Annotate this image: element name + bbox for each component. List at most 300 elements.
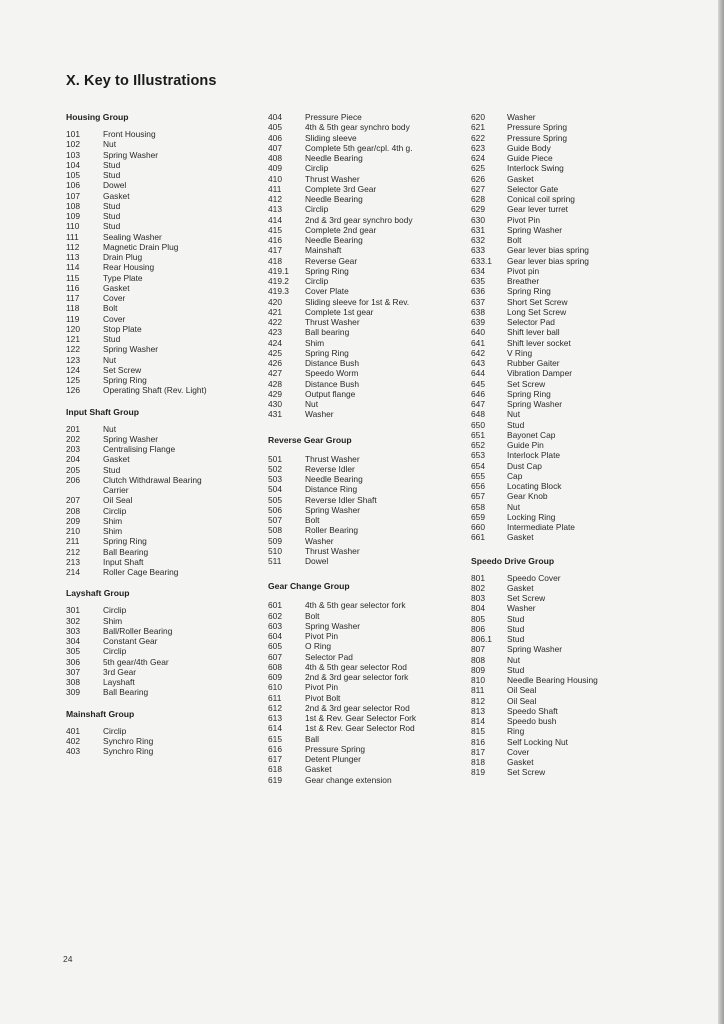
- part-description: Spring Ring: [103, 536, 147, 547]
- part-description: Interlock Swing: [507, 163, 564, 174]
- part-number: 637: [471, 296, 485, 307]
- group-housing: [66, 111, 266, 396]
- list-item: [268, 368, 473, 378]
- part-number: 212: [66, 546, 80, 557]
- part-description: Interlock Plate: [507, 450, 561, 461]
- part-description: Dowel: [305, 556, 329, 566]
- group-speedo-drive: [471, 555, 651, 778]
- list-item: [471, 215, 651, 225]
- list-item: [268, 546, 473, 556]
- part-description: Spring Washer: [305, 620, 361, 631]
- part-description: Drain Plug: [103, 252, 143, 262]
- part-description: Circlip: [103, 505, 127, 516]
- part-description: Cover: [103, 313, 126, 324]
- part-number: 419.3: [268, 286, 289, 297]
- list-item: [268, 245, 473, 255]
- list-item: [471, 532, 651, 542]
- part-number: 404: [268, 112, 282, 122]
- part-description: Spring Ring: [507, 388, 551, 399]
- list-item: [471, 338, 651, 348]
- part-number: 118: [66, 303, 80, 314]
- list-item: [268, 122, 473, 132]
- part-description: Stud: [103, 221, 121, 232]
- part-description: Shim: [103, 515, 123, 526]
- part-description: Circlip: [103, 725, 127, 736]
- part-number: 615: [268, 733, 282, 744]
- part-description: Nut: [507, 409, 521, 420]
- part-number: 415: [268, 224, 282, 235]
- part-description: Synchro Ring: [103, 735, 154, 746]
- list-item: [471, 358, 651, 368]
- part-number: 610: [268, 682, 282, 693]
- part-description: Stud: [103, 334, 121, 344]
- list-item: [268, 266, 473, 276]
- part-number: 816: [471, 736, 485, 747]
- part-number: 627: [471, 183, 485, 194]
- part-number: 817: [471, 746, 485, 757]
- part-description: Spring Washer: [103, 344, 159, 355]
- part-description: 4th & 5th gear selector Rod: [305, 661, 407, 672]
- part-number: 104: [66, 159, 80, 170]
- list-item: [268, 744, 473, 754]
- list-item: [471, 471, 651, 481]
- list-item: [471, 512, 651, 522]
- list-item: [471, 286, 651, 296]
- part-description: Dust Cap: [507, 460, 542, 471]
- part-description: Stud: [103, 200, 121, 211]
- part-number: 806.1: [471, 634, 492, 644]
- list-item: [268, 163, 473, 173]
- part-number: 305: [66, 646, 80, 657]
- list-item: [471, 696, 651, 706]
- part-number: 503: [268, 474, 282, 484]
- list-item: [471, 327, 651, 337]
- list-item: [471, 685, 651, 695]
- part-description: Dowel: [103, 180, 127, 191]
- list-item: [66, 375, 266, 385]
- list-item: [66, 475, 266, 485]
- part-number: 617: [268, 754, 282, 764]
- list-item: [471, 174, 651, 184]
- part-description: Complete 2nd gear: [305, 224, 377, 235]
- list-item: [471, 112, 651, 122]
- part-description: Stud: [103, 170, 121, 180]
- page-edge: [718, 0, 724, 1024]
- part-description: Sealing Washer: [103, 231, 162, 242]
- part-description: Centralising Flange: [103, 444, 176, 454]
- part-description: Spring Washer: [305, 504, 361, 515]
- part-description: Washer: [305, 535, 334, 546]
- part-description: Long Set Screw: [507, 306, 567, 317]
- part-description: Ball Bearing: [103, 687, 149, 698]
- part-number: 307: [66, 666, 80, 677]
- list-item: [66, 547, 266, 557]
- list-item: [66, 303, 266, 313]
- list-item: [66, 677, 266, 687]
- part-number: 815: [471, 726, 485, 737]
- part-number: 647: [471, 399, 485, 409]
- part-number: 106: [66, 180, 80, 191]
- part-number: 301: [66, 605, 80, 616]
- section-heading: Reverse Gear Group: [268, 434, 352, 445]
- list-item: [471, 737, 651, 747]
- group-input-shaft: [66, 406, 266, 578]
- list-item: [66, 242, 266, 252]
- list-item: [268, 184, 473, 194]
- list-item: [66, 434, 266, 444]
- part-description: Washer: [507, 112, 536, 122]
- part-description: Circlip: [103, 605, 127, 616]
- part-description: Spring Ring: [507, 286, 551, 297]
- list-item: [471, 644, 651, 654]
- part-description: Thrust Washer: [305, 173, 360, 184]
- part-number: 207: [66, 495, 80, 506]
- list-item: [268, 484, 473, 494]
- list-item: [471, 348, 651, 358]
- part-number: 119: [66, 313, 80, 324]
- part-number: 308: [66, 677, 80, 687]
- part-description: Roller Bearing: [305, 525, 359, 536]
- part-number: 114: [66, 262, 80, 273]
- part-number: 424: [268, 337, 282, 348]
- list-item: [471, 163, 651, 173]
- part-description: Nut: [103, 139, 117, 150]
- part-description: Gasket: [507, 582, 534, 593]
- list-item: [471, 767, 651, 777]
- list-item: [471, 399, 651, 409]
- part-number: 201: [66, 423, 80, 434]
- part-description: Oil Seal: [507, 685, 537, 696]
- part-number: 429: [268, 388, 282, 399]
- part-description: O Ring: [305, 641, 332, 652]
- list-item: [66, 150, 266, 160]
- list-item: [66, 293, 266, 303]
- part-description: Gasket: [305, 764, 332, 775]
- list-item: [268, 204, 473, 214]
- list-item: [268, 174, 473, 184]
- list-item: [66, 191, 266, 201]
- list-item: [66, 139, 266, 149]
- part-description: Gear Knob: [507, 491, 548, 502]
- list-item: [66, 160, 266, 170]
- part-description: Pivot Bolt: [305, 692, 341, 703]
- part-description: Complete 1st gear: [305, 306, 374, 317]
- part-description: Bolt: [507, 235, 522, 245]
- part-number: 645: [471, 378, 485, 389]
- part-description: Washer: [305, 409, 334, 420]
- list-item: [268, 327, 473, 337]
- part-number: [66, 485, 103, 495]
- list-item: [66, 129, 266, 139]
- part-description: Guide Pin: [507, 440, 544, 450]
- part-number: 214: [66, 567, 80, 577]
- part-description: 1st & Rev. Gear Selector Rod: [305, 723, 415, 734]
- part-description: Stud: [507, 613, 525, 624]
- part-number: 117: [66, 293, 80, 303]
- part-number: 802: [471, 582, 485, 593]
- part-number: 417: [268, 245, 282, 256]
- part-number: 105: [66, 170, 80, 180]
- list-item: [66, 536, 266, 546]
- part-number: 213: [66, 556, 80, 567]
- group-mainshaft-continued: [268, 112, 473, 420]
- list-item: [268, 621, 473, 631]
- part-description: Gear lever bias spring: [507, 245, 589, 256]
- list-item: [471, 143, 651, 153]
- part-description: Cap: [507, 470, 523, 481]
- part-description: V Ring: [507, 347, 533, 358]
- part-number: 408: [268, 153, 282, 163]
- list-item: [66, 516, 266, 526]
- part-number: 115: [66, 272, 80, 283]
- part-description: Reverse Gear: [305, 255, 358, 266]
- list-item: [268, 631, 473, 641]
- part-number: 808: [471, 654, 485, 665]
- part-number: 418: [268, 255, 282, 266]
- page-number: 24: [63, 954, 73, 964]
- item-list: [66, 129, 266, 396]
- part-number: 111: [66, 231, 79, 242]
- list-item: [268, 662, 473, 672]
- part-number: 426: [268, 358, 282, 368]
- part-description: Intermediate Plate: [507, 522, 575, 532]
- part-description: Gasket: [103, 190, 130, 201]
- part-description: Speedo Worm: [305, 368, 359, 379]
- part-description: Breather: [507, 276, 540, 286]
- list-item: [268, 225, 473, 235]
- part-description: Circlip: [305, 163, 329, 174]
- list-item: [268, 693, 473, 703]
- list-item: [471, 583, 651, 593]
- part-number: 427: [268, 368, 282, 379]
- part-description: 4th & 5th gear selector fork: [305, 600, 406, 611]
- part-number: 419.1: [268, 265, 289, 276]
- part-number: 121: [66, 334, 80, 344]
- part-description: Bolt: [305, 610, 320, 621]
- item-list: [471, 573, 651, 778]
- list-item: [268, 235, 473, 245]
- part-description: Circlip: [305, 204, 329, 215]
- part-description: Pivot pin: [507, 265, 540, 276]
- list-item: [66, 454, 266, 464]
- list-item: [66, 495, 266, 505]
- list-item: [66, 355, 266, 365]
- list-item: [66, 201, 266, 211]
- part-description: 2nd & 3rd gear selector Rod: [305, 702, 410, 713]
- part-description: Needle Bearing: [305, 235, 363, 245]
- part-description: Distance Bush: [305, 378, 359, 389]
- part-description: Pressure Spring: [305, 743, 366, 754]
- part-number: 629: [471, 204, 485, 215]
- part-number: 659: [471, 511, 485, 522]
- list-item: [268, 286, 473, 296]
- part-description: Needle Bearing: [305, 153, 363, 163]
- list-item: [66, 283, 266, 293]
- part-description: Thrust Washer: [305, 545, 360, 556]
- part-description: Pivot Pin: [305, 631, 339, 641]
- list-item: [268, 734, 473, 744]
- list-item: [471, 122, 651, 132]
- part-description: Complete 5th gear/cpl. 4th g.: [305, 142, 413, 153]
- part-number: 422: [268, 317, 282, 327]
- list-item: [66, 526, 266, 536]
- list-item: [471, 297, 651, 307]
- part-description: Nut: [507, 501, 521, 512]
- list-item: [471, 665, 651, 675]
- list-item: [268, 495, 473, 505]
- part-number: 628: [471, 194, 485, 204]
- part-description: 2nd & 3rd gear synchro body: [305, 214, 413, 225]
- part-description: Spring Ring: [305, 265, 349, 276]
- item-list: [268, 600, 473, 785]
- part-number: 120: [66, 323, 80, 334]
- part-description: Washer: [507, 603, 536, 614]
- list-item: [268, 358, 473, 368]
- part-number: 411: [268, 183, 282, 194]
- part-number: 657: [471, 491, 485, 502]
- part-description: Set Screw: [103, 364, 142, 375]
- part-number: 122: [66, 344, 80, 355]
- part-number: 618: [268, 764, 282, 775]
- part-description: Cover: [507, 746, 530, 757]
- part-description: Guide Body: [507, 142, 551, 153]
- part-number: 812: [471, 695, 485, 706]
- part-description: Guide Piece: [507, 153, 553, 163]
- part-description: Complete 3rd Gear: [305, 183, 377, 194]
- part-number: 813: [471, 705, 485, 716]
- part-description: Short Set Screw: [507, 296, 568, 307]
- section-heading: Speedo Drive Group: [471, 555, 555, 566]
- part-number: 113: [66, 252, 80, 262]
- list-item: [471, 245, 651, 255]
- list-item: [471, 757, 651, 767]
- part-description: Cover: [103, 293, 126, 303]
- group-layshaft: [66, 587, 266, 697]
- column-middle: [268, 112, 473, 795]
- part-number: 403: [66, 746, 80, 756]
- part-description: Rubber Gaiter: [507, 358, 560, 368]
- list-item: [268, 600, 473, 610]
- part-number: 402: [66, 735, 80, 746]
- part-number: 103: [66, 149, 80, 160]
- part-description: Circlip: [103, 646, 127, 657]
- part-description: Bayonet Cap: [507, 429, 556, 440]
- part-description: Speedo Cover: [507, 572, 561, 583]
- part-description: Pressure Piece: [305, 112, 362, 122]
- part-number: 642: [471, 347, 485, 358]
- part-description: Pressure Spring: [507, 122, 568, 133]
- list-item: [66, 736, 266, 746]
- part-number: 810: [471, 675, 485, 685]
- part-number: 651: [471, 429, 485, 440]
- part-number: 413: [268, 204, 282, 215]
- part-number: 656: [471, 481, 485, 491]
- list-item: [268, 703, 473, 713]
- part-number: 510: [268, 545, 282, 556]
- list-item: [268, 723, 473, 733]
- part-number: 655: [471, 470, 485, 481]
- group-mainshaft: [66, 708, 266, 757]
- list-item: [268, 348, 473, 358]
- part-number: 640: [471, 327, 485, 338]
- list-item: [66, 657, 266, 667]
- group-gear-change: [268, 580, 473, 785]
- part-description: Input Shaft: [103, 556, 144, 567]
- list-item: [66, 424, 266, 434]
- part-number: 210: [66, 526, 80, 536]
- part-number: 661: [471, 532, 485, 543]
- part-description: Nut: [103, 354, 117, 365]
- part-description: Shift lever socket: [507, 337, 571, 348]
- part-description: Locating Block: [507, 481, 562, 491]
- part-number: 804: [471, 603, 485, 614]
- list-item: [66, 485, 266, 495]
- list-item: [471, 450, 651, 460]
- part-number: 406: [268, 132, 282, 143]
- part-description: Stud: [103, 211, 121, 221]
- part-description: Stop Plate: [103, 323, 142, 334]
- part-description: Set Screw: [507, 378, 546, 389]
- part-description: Gasket: [507, 757, 534, 767]
- part-description: Roller Cage Bearing: [103, 567, 179, 577]
- part-description: Pivot Pin: [507, 214, 541, 225]
- list-item: [268, 474, 473, 484]
- part-number: 648: [471, 409, 485, 420]
- list-item: [471, 655, 651, 665]
- list-item: [66, 667, 266, 677]
- part-description: Gasket: [103, 454, 130, 465]
- part-description: Constant Gear: [103, 636, 158, 646]
- part-number: 112: [66, 241, 80, 252]
- part-number: 630: [471, 214, 485, 225]
- part-description: Pivot Pin: [305, 682, 339, 693]
- list-item: [268, 505, 473, 515]
- list-item: [471, 461, 651, 471]
- part-number: 646: [471, 388, 485, 399]
- part-number: 407: [268, 142, 282, 153]
- part-number: 507: [268, 515, 282, 525]
- part-number: 409: [268, 163, 282, 174]
- list-item: [66, 557, 266, 567]
- part-description: Shim: [305, 337, 325, 348]
- list-item: [471, 440, 651, 450]
- part-description: Self Locking Nut: [507, 736, 568, 747]
- part-description: Detent Plunger: [305, 754, 361, 764]
- part-number: 625: [471, 163, 485, 174]
- part-number: 801: [471, 572, 485, 583]
- part-description: Ball bearing: [305, 327, 350, 338]
- list-item: [268, 143, 473, 153]
- list-item: [268, 379, 473, 389]
- part-description: Gear change extension: [305, 774, 392, 785]
- part-description: Oil Seal: [103, 495, 133, 506]
- list-item: [66, 180, 266, 190]
- part-number: 632: [471, 235, 485, 245]
- part-description: Bolt: [305, 515, 320, 525]
- list-item: [66, 232, 266, 242]
- part-number: 421: [268, 306, 282, 317]
- list-item: [471, 389, 651, 399]
- item-list: [471, 112, 651, 543]
- list-item: [268, 338, 473, 348]
- part-description: Vibration Damper: [507, 368, 573, 379]
- part-description: Shift lever ball: [507, 327, 560, 338]
- list-item: [471, 522, 651, 532]
- part-number: 123: [66, 354, 80, 365]
- part-description: Shim: [103, 526, 123, 536]
- part-number: 639: [471, 317, 485, 327]
- part-description: Ball/Roller Bearing: [103, 625, 173, 636]
